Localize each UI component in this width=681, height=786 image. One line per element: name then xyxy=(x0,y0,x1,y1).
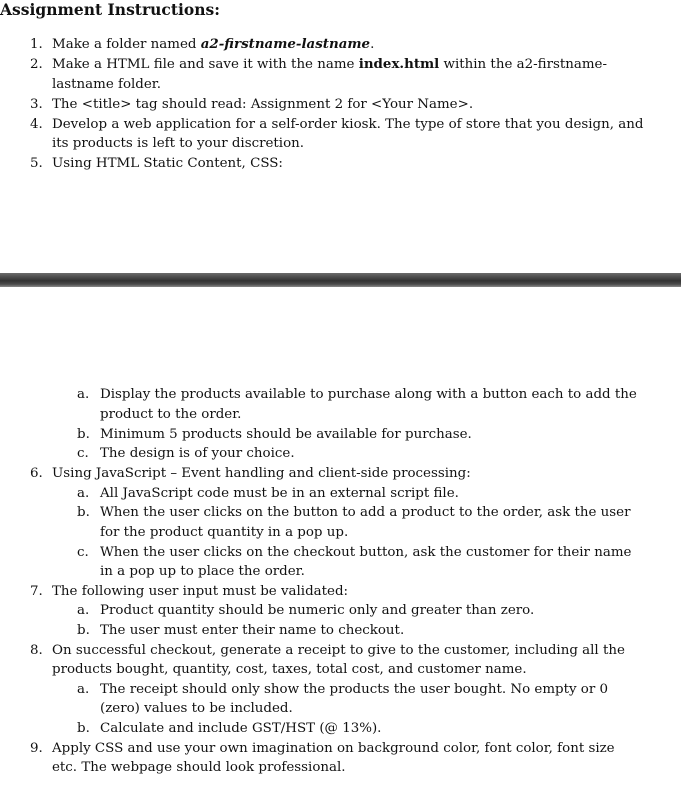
sub-item-text: When the user clicks on the checkout button, ask the customer for their name xyxy=(100,545,632,560)
sub-item-8a-cont xyxy=(100,699,293,719)
sub-item-label: a. xyxy=(77,486,90,501)
list-item-text: Apply CSS and use your own imagination on background color, font color, font size xyxy=(52,741,615,756)
sub-item-label: a. xyxy=(77,682,90,697)
list-item-2-cont xyxy=(52,75,161,95)
list-item-8-cont xyxy=(52,660,527,680)
sub-item-label: c. xyxy=(77,446,89,461)
list-number: 5. xyxy=(30,156,43,171)
list-number: 6. xyxy=(30,466,43,481)
sub-item-label: b. xyxy=(77,427,90,442)
list-item-9-cont xyxy=(52,758,346,778)
sub-item-text: Display the products available to purchase along with a button each to add the xyxy=(100,387,637,402)
list-item-text: etc. The webpage should look professional. xyxy=(52,760,346,775)
sub-item-text: (zero) values to be included. xyxy=(100,701,293,716)
list-number: 8. xyxy=(30,643,43,658)
sub-item-text: The user must enter their name to checkout. xyxy=(100,623,405,638)
sub-item-label: c. xyxy=(77,545,89,560)
file-name: index.html xyxy=(358,56,440,72)
list-number: 1. xyxy=(30,37,43,52)
list-number: 3. xyxy=(30,97,43,112)
list-item-text: lastname folder. xyxy=(52,77,161,92)
folder-name: a2-firstname-lastname xyxy=(200,36,371,52)
list-item-text: The <title> tag should read: Assignment 2 for <Your Name>. xyxy=(52,97,474,112)
list-item-text: products bought, quantity, cost, taxes, total cost, and customer name. xyxy=(52,662,527,677)
list-number: 7. xyxy=(30,584,43,599)
sub-item-text: Calculate and include GST/HST (@ 13%). xyxy=(100,721,382,736)
list-number: 2. xyxy=(30,57,43,72)
list-item-text: Using JavaScript – Event handling and client-side processing: xyxy=(52,466,471,481)
list-item-4-cont xyxy=(52,134,304,154)
sub-item-text: When the user clicks on the button to add a product to the order, ask the user xyxy=(100,505,631,520)
sub-item-5a-cont xyxy=(100,405,241,425)
sub-item-label: b. xyxy=(77,505,90,520)
sub-item-text: Product quantity should be numeric only and greater than zero. xyxy=(100,603,535,618)
list-item-text: On successful checkout, generate a receipt to give to the customer, including all the xyxy=(52,643,625,658)
list-item-text: Develop a web application for a self-order kiosk. The type of store that you design, and xyxy=(52,117,644,132)
list-item-text: Using HTML Static Content, CSS: xyxy=(52,156,283,171)
list-item-text: within the a2-firstname- xyxy=(439,57,607,72)
sub-item-label: b. xyxy=(77,721,90,736)
sub-item-label: b. xyxy=(77,623,90,638)
list-item-text: its products is left to your discretion. xyxy=(52,136,305,151)
list-number: 9. xyxy=(30,741,43,756)
sub-item-text: in a pop up to place the order. xyxy=(100,564,305,579)
sub-item-6c-cont xyxy=(100,562,305,582)
sub-item-text: The receipt should only show the products the user bought. No empty or 0 xyxy=(100,682,609,697)
sub-item-text: Minimum 5 products should be available for purchase. xyxy=(100,427,472,442)
sub-item-label: a. xyxy=(77,603,90,618)
list-number: 4. xyxy=(30,117,43,132)
list-item-text: Make a HTML file and save it with the name xyxy=(52,57,359,72)
page-title: Assignment Instructions: xyxy=(0,0,220,19)
sub-item-label: a. xyxy=(77,387,90,402)
page-break-divider xyxy=(0,273,681,287)
sub-item-text: All JavaScript code must be in an external script file. xyxy=(100,486,459,501)
sub-item-text: for the product quantity in a pop up. xyxy=(100,525,349,540)
sub-item-text: The design is of your choice. xyxy=(100,446,295,461)
list-item-text: . xyxy=(370,37,375,52)
sub-item-6b-cont xyxy=(100,523,348,543)
list-item-text: The following user input must be validated: xyxy=(52,584,349,599)
sub-item-text: product to the order. xyxy=(100,407,242,422)
list-item-text: Make a folder named xyxy=(52,37,201,52)
